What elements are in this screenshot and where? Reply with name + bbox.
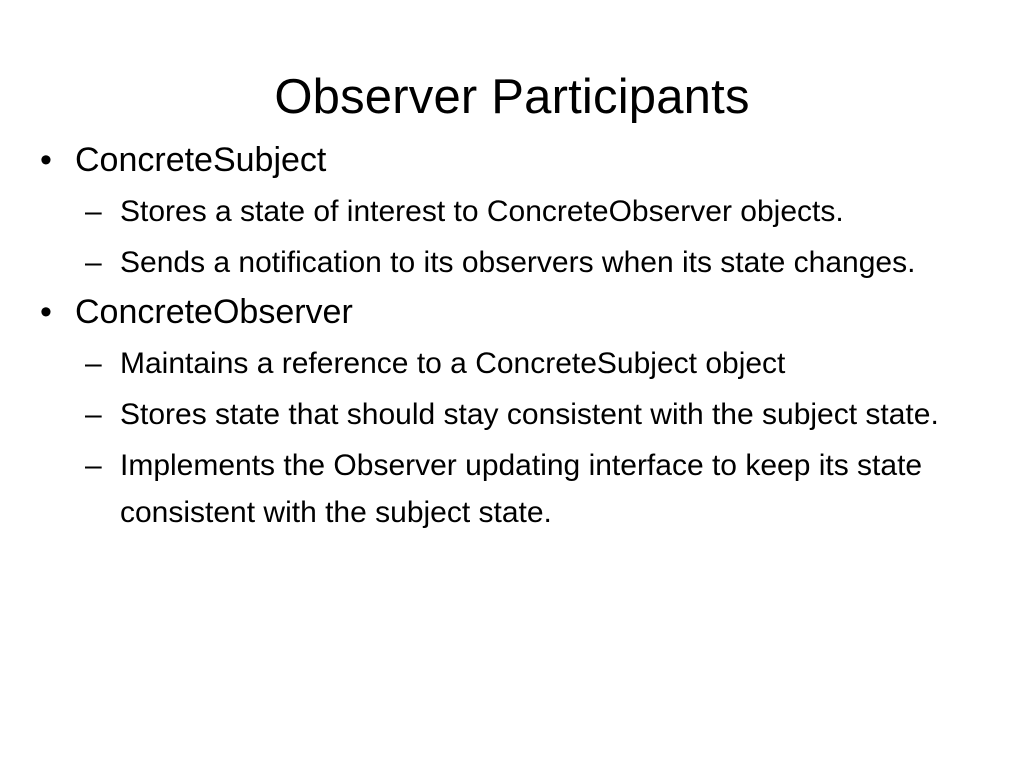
sub-bullet-text: Stores a state of interest to ConcreteObserver objects. <box>120 195 844 228</box>
bullet-item <box>40 136 990 184</box>
slide-title: Observer Participants <box>274 70 750 124</box>
sub-bullet-item <box>40 340 990 387</box>
bullet-group-concrete-observer <box>40 288 990 536</box>
sub-bullet-item <box>40 391 990 438</box>
bullet-label: ConcreteSubject <box>75 141 327 179</box>
dash-glyph: – <box>85 398 102 431</box>
sub-bullet-item <box>40 239 990 286</box>
sub-bullet-text: Sends a notification to its observers when its state changes. <box>120 246 916 279</box>
bullet-glyph: • <box>40 293 52 331</box>
sub-bullet-text: Maintains a reference to a ConcreteSubject object <box>120 347 786 380</box>
bullet-group-concrete-subject <box>40 136 990 286</box>
bullet-item <box>40 288 990 336</box>
slide-body <box>40 136 990 538</box>
sub-bullet-text: Stores state that should stay consistent with the subject state. <box>120 398 939 431</box>
dash-glyph: – <box>85 195 102 228</box>
dash-glyph: – <box>85 449 102 482</box>
sub-bullet-item <box>40 442 990 536</box>
bullet-label: ConcreteObserver <box>75 293 353 331</box>
bullet-glyph: • <box>40 141 52 179</box>
sub-bullet-item <box>40 188 990 235</box>
sub-bullet-text: Implements the Observer updating interface to keep its state consistent with the subject state. <box>120 449 923 529</box>
dash-glyph: – <box>85 246 102 279</box>
dash-glyph: – <box>85 347 102 380</box>
